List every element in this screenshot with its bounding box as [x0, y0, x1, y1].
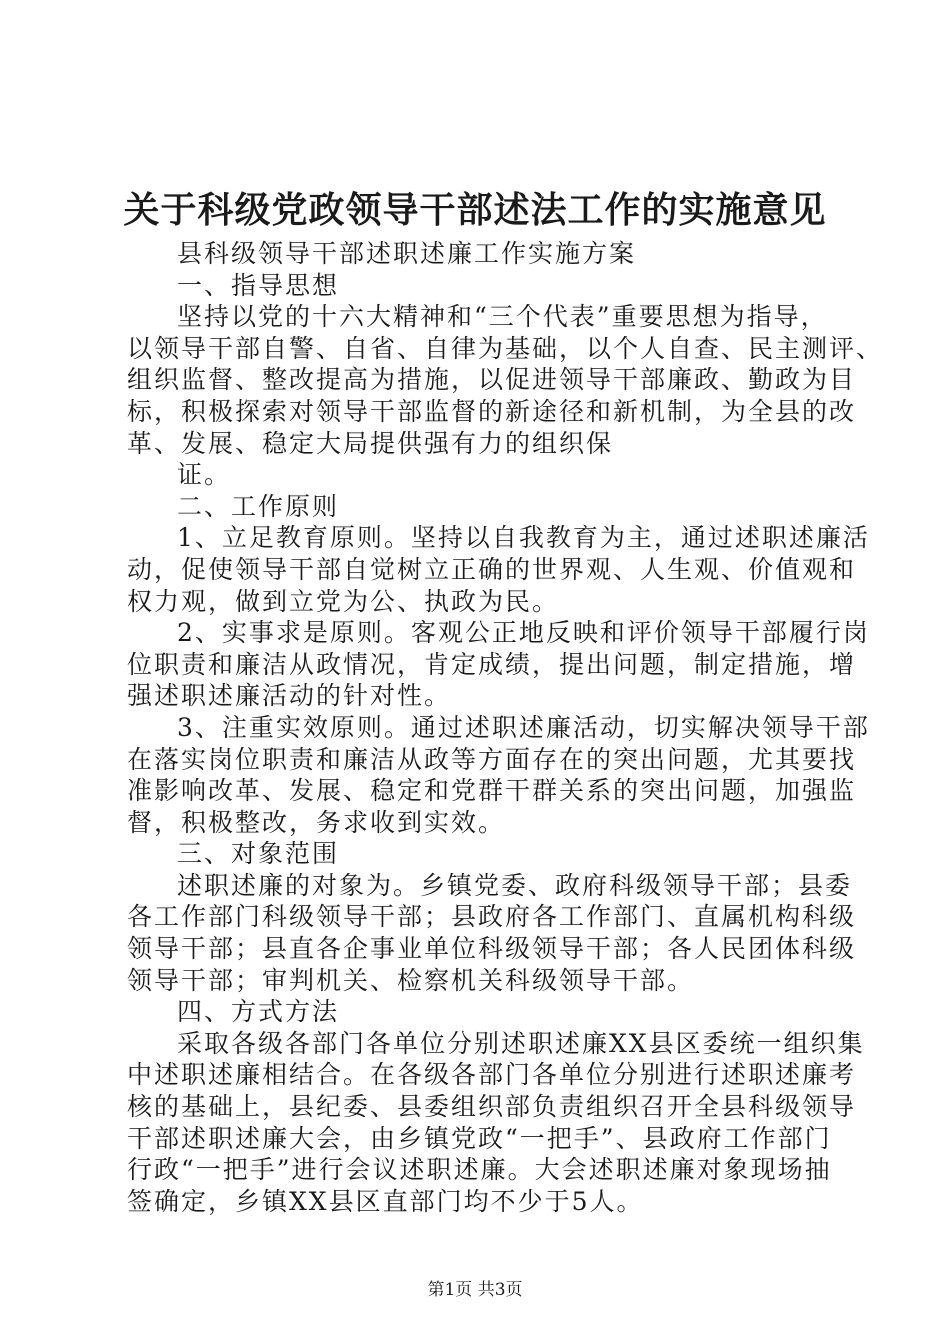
text-line: 县科级领导干部述职述廉工作实施方案	[177, 239, 637, 268]
text-line: 在落实岗位职责和廉洁从政等方面存在的突出问题，尤其要找	[127, 744, 857, 774]
text-line: 证。	[177, 460, 232, 490]
text-line: 领导干部；审判机关、检察机关科级领导干部。	[127, 965, 695, 995]
text-line: 核的基础上，县纪委、县委组织部负责组织召开全县科级领导	[127, 1092, 857, 1122]
text-line: 述职述廉的对象为。乡镇党委、政府科级领导干部；县委	[177, 870, 853, 900]
text-line: 签确定，乡镇XX县区直部门均不少于5人。	[127, 1186, 644, 1216]
text-line: 三、对象范围	[177, 839, 340, 869]
text-line: 标，积极探索对领导干部监督的新途径和新机制，为全县的改	[127, 396, 857, 426]
text-line: 四、方式方法	[177, 997, 340, 1027]
document-title: 关于科级党政领导干部述法工作的实施意见	[123, 189, 827, 231]
text-line: 干部述职述廉大会，由乡镇党政“一把手”、县政府工作部门	[127, 1123, 832, 1153]
document-body	[127, 238, 884, 1217]
page-footer: 第1页 共3页	[427, 1280, 523, 1300]
text-line: 坚持以党的十六大精神和“三个代表”重要思想为指导，	[177, 302, 828, 332]
text-line: 强述职述廉活动的针对性。	[127, 681, 452, 711]
text-line: 位职责和廉洁从政情况，肯定成绩，提出问题，制定措施，增	[127, 649, 857, 679]
text-line: 一、指导思想	[177, 270, 340, 300]
text-line: 采取各级各部门各单位分别述职述廉XX县区委统一组织集	[177, 1028, 865, 1058]
text-line: 1、立足教育原则。坚持以自我教育为主，通过述职述廉活	[177, 523, 870, 553]
text-line: 中述职述廉相结合。在各级各部门各单位分别进行述职述廉考	[127, 1060, 857, 1090]
text-line: 权力观，做到立党为公、执政为民。	[127, 586, 560, 616]
text-line: 各工作部门科级领导干部；县政府各工作部门、直属机构科级	[127, 902, 857, 932]
text-line: 准影响改革、发展、稳定和党群干群关系的突出问题，加强监	[127, 776, 857, 806]
text-line: 3、注重实效原则。通过述职述廉活动，切实解决领导干部	[177, 712, 870, 742]
text-line: 2、实事求是原则。客观公正地反映和评价领导干部履行岗	[177, 618, 870, 648]
text-line: 组织监督、整改提高为措施，以促进领导干部廉政、勤政为目	[127, 365, 857, 395]
text-line: 以领导干部自警、自省、自律为基础，以个人自查、民主测评、	[127, 333, 884, 363]
text-line: 领导干部；县直各企事业单位科级领导干部；各人民团体科级	[127, 934, 857, 964]
text-line: 行政“一把手”进行会议述职述廉。大会述职述廉对象现场抽	[127, 1155, 832, 1185]
text-line: 二、工作原则	[177, 491, 340, 521]
text-line: 动，促使领导干部自觉树立正确的世界观、人生观、价值观和	[127, 554, 857, 584]
text-line: 督，积极整改，务求收到实效。	[127, 807, 506, 837]
text-line: 革、发展、稳定大局提供强有力的组织保	[127, 428, 614, 458]
